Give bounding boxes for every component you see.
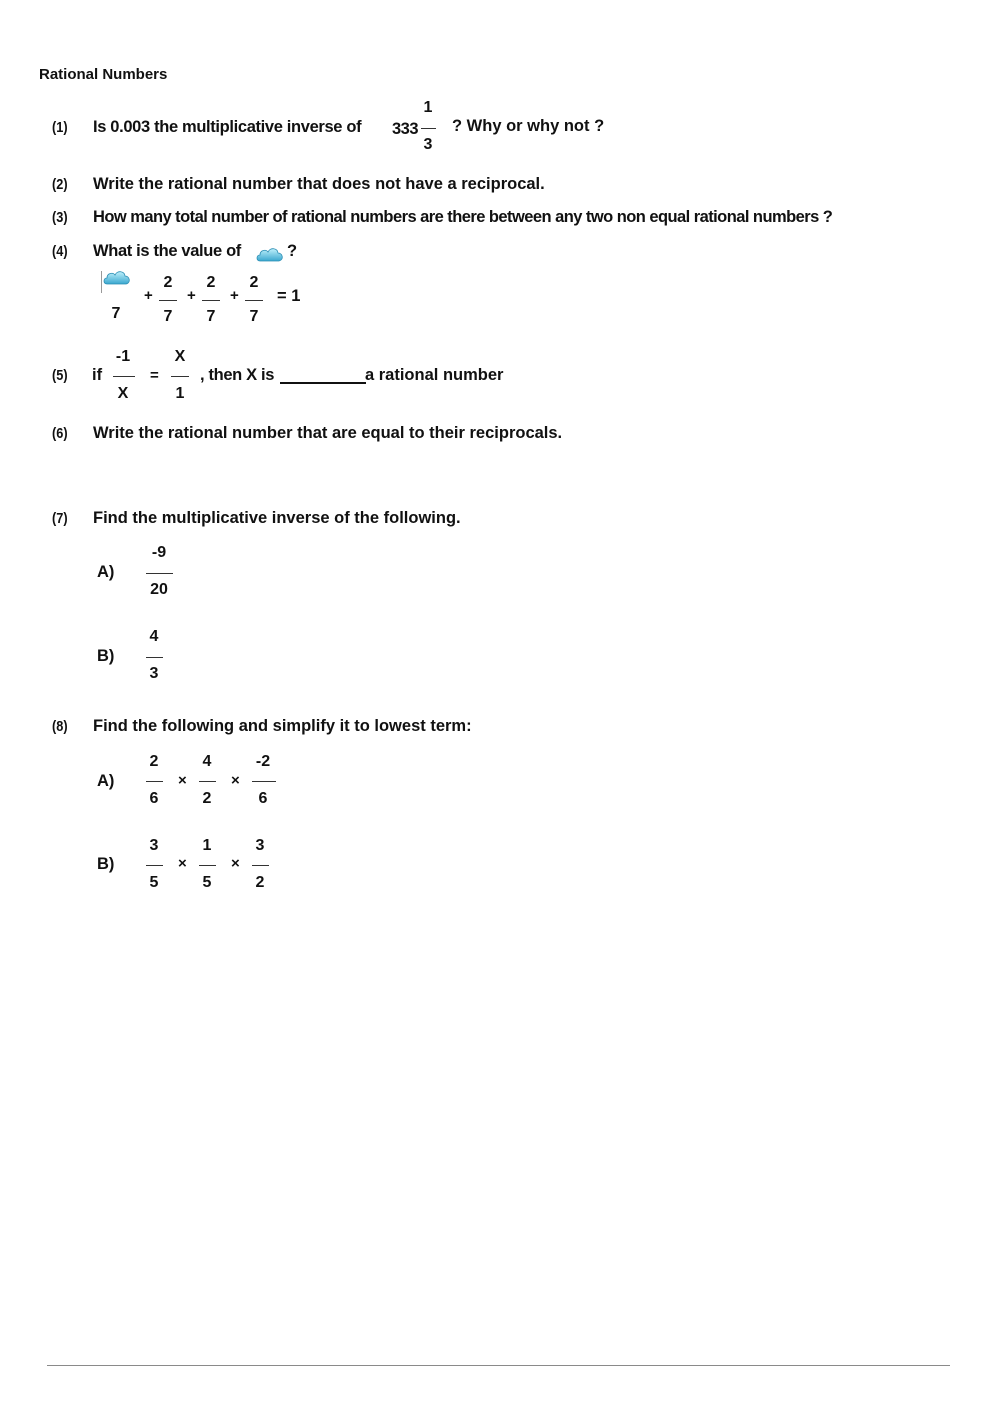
fraction-bar xyxy=(171,376,189,377)
fraction-numerator: -2 xyxy=(255,753,271,770)
question-number: (5) xyxy=(52,367,68,384)
mixed-whole: 333 xyxy=(392,120,419,138)
cloud-icon xyxy=(255,245,285,265)
fraction-numerator: X xyxy=(174,348,186,365)
option-label-a: A) xyxy=(97,772,115,790)
question-text: Write the rational number that are equal to their reciprocals. xyxy=(93,424,563,442)
fraction-numerator: -1 xyxy=(115,348,131,365)
fraction-numerator: 2 xyxy=(149,753,159,770)
option-label-b: B) xyxy=(97,647,115,665)
fraction-numerator: -9 xyxy=(151,544,167,561)
equation-result: = 1 xyxy=(277,287,301,305)
question-text: , then X is xyxy=(200,366,275,384)
question-number: (7) xyxy=(52,510,68,527)
fraction-numerator: 2 xyxy=(163,274,173,291)
question-number: (4) xyxy=(52,243,68,260)
fraction-denominator: 7 xyxy=(163,308,173,325)
question-text: How many total number of rational numbers are there between any two non equal rational numbers ? xyxy=(93,208,833,226)
times-sign: × xyxy=(231,855,240,872)
fraction-numerator: 2 xyxy=(206,274,216,291)
fraction-bar xyxy=(146,657,163,658)
times-sign: × xyxy=(231,772,240,789)
fraction-bar xyxy=(199,865,216,866)
fraction-bar xyxy=(202,300,220,301)
if-label: if xyxy=(92,366,103,384)
question-text: Find the multiplicative inverse of the following. xyxy=(93,509,461,527)
question-number: (1) xyxy=(52,119,68,136)
fraction-denominator: 2 xyxy=(255,874,265,891)
fraction-denominator: 5 xyxy=(202,874,212,891)
plus-sign: + xyxy=(230,287,239,304)
fraction-denominator: 7 xyxy=(206,308,216,325)
fraction-bar xyxy=(199,781,216,782)
fraction-numerator: 4 xyxy=(202,753,212,770)
question-text: What is the value of xyxy=(93,242,241,260)
option-label-b: B) xyxy=(97,855,115,873)
fraction-denominator: 1 xyxy=(175,385,185,402)
question-text: Find the following and simplify it to lowest term: xyxy=(93,717,472,735)
fraction-numerator: 3 xyxy=(255,837,265,854)
fraction-denominator: 6 xyxy=(258,790,268,807)
question-number: (6) xyxy=(52,425,68,442)
question-text-end: ? xyxy=(287,242,298,260)
question-text-end: a rational number xyxy=(365,366,504,384)
footer-rule xyxy=(47,1365,950,1366)
fraction-bar xyxy=(113,376,135,377)
fraction-denominator: 7 xyxy=(111,305,121,322)
times-sign: × xyxy=(178,855,187,872)
fraction-denominator: 6 xyxy=(149,790,159,807)
fraction-bar xyxy=(252,781,276,782)
fraction-bar xyxy=(146,865,163,866)
question-text: Is 0.003 the multiplicative inverse of xyxy=(93,118,362,136)
fraction-denominator: 2 xyxy=(202,790,212,807)
fraction-numerator: 1 xyxy=(423,99,433,116)
question-text-end: ? Why or why not ? xyxy=(452,117,605,135)
cloud-icon xyxy=(102,268,132,288)
page-title: Rational Numbers xyxy=(39,66,168,83)
fraction-bar xyxy=(245,300,263,301)
answer-blank[interactable] xyxy=(280,382,366,384)
fraction-denominator: 3 xyxy=(149,665,159,682)
fraction-bar xyxy=(146,781,163,782)
fraction-denominator: 7 xyxy=(249,308,259,325)
fraction-numerator: 4 xyxy=(149,628,159,645)
option-label-a: A) xyxy=(97,563,115,581)
plus-sign: + xyxy=(187,287,196,304)
equals-sign: = xyxy=(150,367,159,384)
question-text: Write the rational number that does not have a reciprocal. xyxy=(93,175,545,193)
fraction-denominator: 20 xyxy=(150,581,168,598)
fraction-numerator: 1 xyxy=(202,837,212,854)
fraction-denominator: 5 xyxy=(149,874,159,891)
fraction-numerator: 2 xyxy=(249,274,259,291)
fraction-bar xyxy=(146,573,173,574)
fraction-bar xyxy=(159,300,177,301)
question-number: (8) xyxy=(52,718,68,735)
fraction-bar xyxy=(421,128,436,129)
fraction-bar xyxy=(252,865,269,866)
plus-sign: + xyxy=(144,287,153,304)
fraction-denominator: X xyxy=(117,385,129,402)
question-number: (2) xyxy=(52,176,68,193)
times-sign: × xyxy=(178,772,187,789)
fraction-denominator: 3 xyxy=(423,136,433,153)
question-number: (3) xyxy=(52,209,68,226)
fraction-numerator: 3 xyxy=(149,837,159,854)
